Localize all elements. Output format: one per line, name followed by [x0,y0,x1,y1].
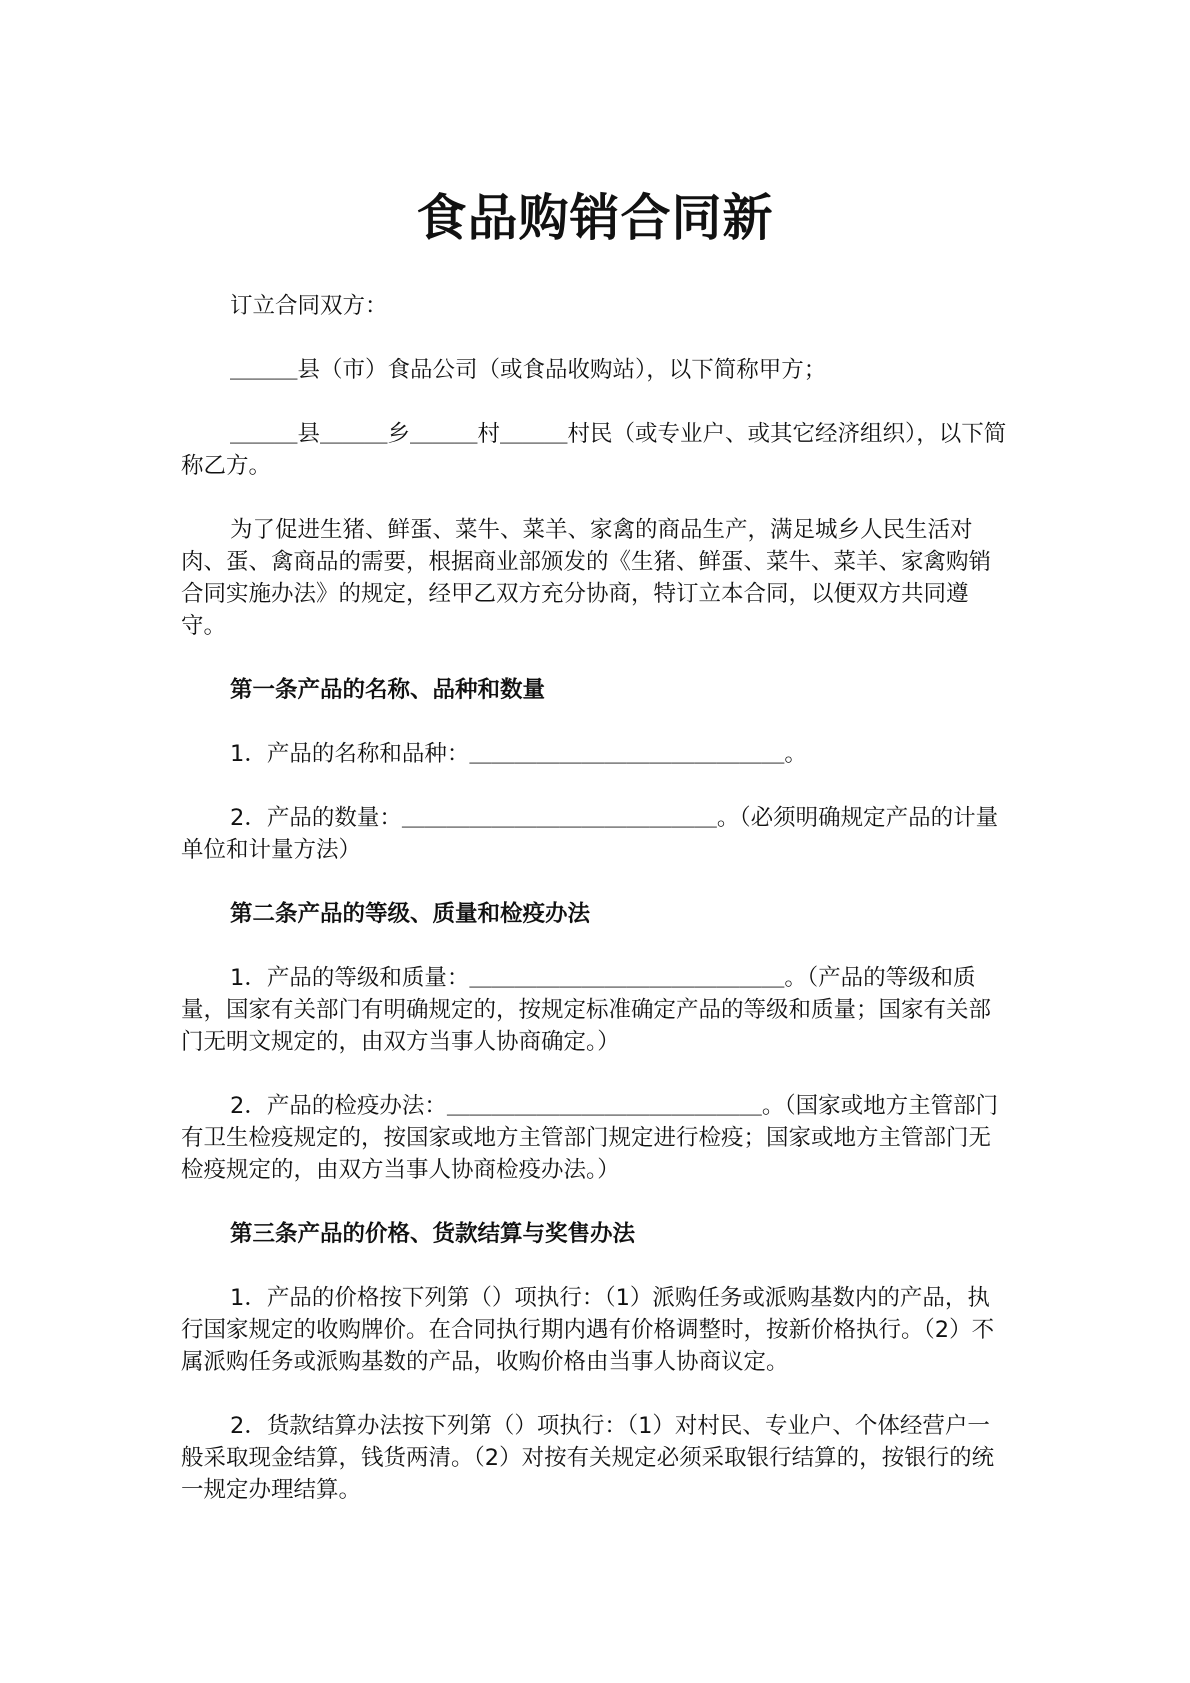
parties-intro: 订立合同双方： [230,293,388,319]
party-b-line: ＿＿＿县＿＿＿乡＿＿＿村＿＿＿村民（或专业户、或其它经济组织），以下简称乙方。 [181,421,1007,479]
article-2-clause-2: 2．产品的检疫办法：＿＿＿＿＿＿＿＿＿＿＿＿＿＿。（国家或地方主管部门有卫生检疫规定的，按国家或地方主管部门规定进行检疫；国家或地方主管部门无检疫规定的，由双方当事人协商检疫办法。） [181,1093,999,1183]
article-3-clause-2: 2．货款结算办法按下列第（）项执行：（1）对村民、专业户、个体经营户一般采取现金结算，钱货两清。（2）对按有关规定必须采取银行结算的，按银行的统一规定办理结算。 [181,1413,995,1503]
article-1-heading: 第一条产品的名称、品种和数量 [230,677,546,703]
document-title: 食品购销合同新 [416,189,774,247]
article-3-heading: 第三条产品的价格、货款结算与奖售办法 [230,1221,636,1247]
article-2-clause-1: 1．产品的等级和质量：＿＿＿＿＿＿＿＿＿＿＿＿＿＿。（产品的等级和质量，国家有关部门有明确规定的，按规定标准确定产品的等级和质量；国家有关部门无明文规定的，由双方当事人协商确定。） [181,965,992,1055]
article-1-clause-2: 2．产品的数量：＿＿＿＿＿＿＿＿＿＿＿＿＿＿。（必须明确规定产品的计量单位和计量方法） [181,805,999,863]
article-1-clause-1: 1．产品的名称和品种：＿＿＿＿＿＿＿＿＿＿＿＿＿＿。 [230,741,807,767]
article-2-heading: 第二条产品的等级、质量和检疫办法 [230,901,591,927]
preamble-paragraph: 为了促进生猪、鲜蛋、菜牛、菜羊、家禽的商品生产，满足城乡人民生活对肉、蛋、禽商品的需要，根据商业部颁发的《生猪、鲜蛋、菜牛、菜羊、家禽购销合同实施办法》的规定，经甲乙双方充分协商，特订立本合同，以便双方共同遵守。 [181,517,992,639]
party-a-line: ＿＿＿县（市）食品公司（或食品收购站），以下简称甲方； [230,357,827,383]
article-3-clause-1: 1．产品的价格按下列第（）项执行：（1）派购任务或派购基数内的产品，执行国家规定的收购牌价。在合同执行期内遇有价格调整时，按新价格执行。（2）不属派购任务或派购基数的产品，收购价格由当事人协商议定。 [181,1285,995,1375]
document-body [181,290,1011,1506]
